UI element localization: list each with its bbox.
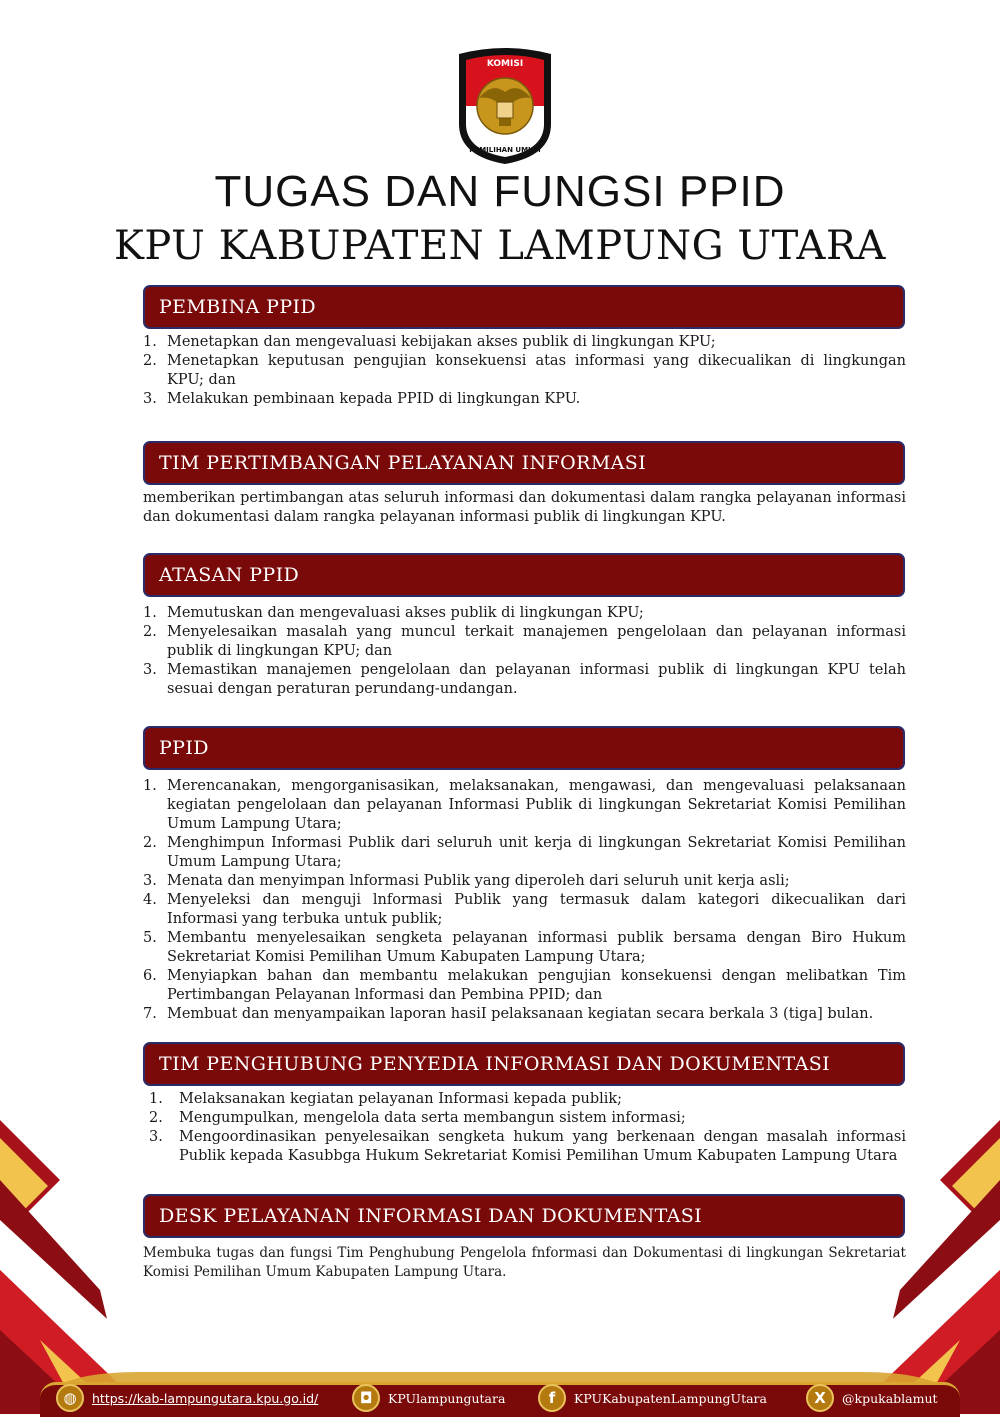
facebook-icon: f xyxy=(538,1384,566,1412)
list-item: 4. Menyeleksi dan menguji lnformasi Publik yang termasuk dalam kategori dikecualikan dari Informasi yang terbuka untuk publik; xyxy=(143,892,906,927)
page-title: TUGAS DAN FUNGSI PPID xyxy=(214,167,786,216)
ppid-list xyxy=(143,777,906,1024)
list-item: 2. Menyelesaikan masalah yang muncul terkait manajemen pengelolaan dan pelayanan informasi publik di lingkungan KPU; dan xyxy=(143,624,906,659)
kpu-logo xyxy=(449,46,561,166)
list-item: 7. Membuat dan menyampaikan laporan hasiI pelaksanaan kegiatan secara berkala 3 (tiga] bulan. xyxy=(143,1006,874,1022)
list-item: 3. Melakukan pembinaan kepada PPID di lingkungan KPU. xyxy=(143,391,581,407)
list-item: 2. Menetapkan keputusan pengujian konsekuensi atas informasi yang dikecualikan di lingkungan KPU; dan xyxy=(143,353,906,388)
page-subtitle: KPU KABUPATEN LAMPUNG UTARA xyxy=(114,223,886,269)
tim-pertimbangan-paragraph: memberikan pertimbangan atas seluruh informasi dan dokumentasi dalam rangka pelayanan informasi dan dokumentasi dalam rangka pelayanan informasi publik di lingkungan KPU. xyxy=(143,490,906,525)
logo-text-bottom: PEMILIHAN UMUM xyxy=(469,146,541,154)
list-item: 3. Menata dan menyimpan lnformasi Publik yang diperoleh dari seluruh unit kerja asli; xyxy=(143,873,790,889)
x-icon: X xyxy=(806,1384,834,1412)
section-header-desk-pelayanan: DESK PELAYANAN INFORMASI DAN DOKUMENTASI xyxy=(143,1194,905,1238)
globe-icon: ◍ xyxy=(56,1384,84,1412)
section-header-ppid: PPID xyxy=(143,726,905,770)
section-header-atasan-ppid: ATASAN PPID xyxy=(143,553,905,597)
section-header-tim-penghubung: TIM PENGHUBUNG PENYEDIA INFORMASI DAN DOKUMENTASI xyxy=(143,1042,905,1086)
facebook-handle[interactable]: KPUKabupatenLampungUtara xyxy=(574,1390,767,1406)
website-link[interactable]: https://kab-lampungutara.kpu.go.id/ xyxy=(92,1390,319,1406)
footer-instagram[interactable] xyxy=(352,1383,505,1413)
list-item: 2. Mengumpulkan, mengelola data serta membangun sistem informasi; xyxy=(149,1110,686,1126)
list-item: 1. Menetapkan dan mengevaluasi kebijakan akses publik di lingkungan KPU; xyxy=(143,334,716,350)
list-item: 3. Memastikan manajemen pengelolaan dan pelayanan informasi publik di lingkungan KPU telah sesuai dengan peraturan perundang-undangan. xyxy=(143,662,906,697)
section-header-tim-pertimbangan: TIM PERTIMBANGAN PELAYANAN INFORMASI xyxy=(143,441,905,485)
list-item: 1. Melaksanakan kegiatan pelayanan Informasi kepada publik; xyxy=(149,1091,623,1107)
atasan-ppid-list xyxy=(143,604,906,699)
instagram-icon: ◘ xyxy=(352,1384,380,1412)
x-handle[interactable]: @kpukablamut xyxy=(842,1390,938,1406)
list-item: 3. Mengoordinasikan penyelesaikan sengketa hukum yang berkenaan dengan masalah informasi Publik kepada Kasubbga Hukum Sekretariat Komisi Pemilihan Umum Kabupaten Lampung Utara xyxy=(149,1129,906,1164)
footer-x[interactable] xyxy=(806,1383,938,1413)
instagram-handle[interactable]: KPUlampungutara xyxy=(388,1390,506,1406)
list-item: 2. Menghimpun Informasi Publik dari seluruh unit kerja di lingkungan Sekretariat Komisi Pemilihan Umum Lampung Utara; xyxy=(143,835,906,870)
pembina-ppid-list xyxy=(143,333,906,409)
tim-penghubung-list xyxy=(143,1090,906,1166)
section-header-pembina-ppid: PEMBINA PPID xyxy=(143,285,905,329)
list-item: 1. Merencanakan, mengorganisasikan, melaksanakan, mengawasi, dan mengevaluasi pelaksanaan kegiatan pengelolaan dan pelayanan Informasi Publik di lingkungan Sekretariat Komisi Pemilihan Umum Lampung Utara; xyxy=(143,778,906,832)
desk-pelayanan-paragraph: Membuka tugas dan fungsi Tim Penghubung Pengelola fnformasi dan Dokumentasi di lingkungan Sekretariat Komisi Pemilihan Umum Kabupaten Lampung Utara. xyxy=(143,1245,906,1280)
footer-website[interactable] xyxy=(56,1383,318,1413)
list-item: 1. Memutuskan dan mengevaluasi akses publik di lingkungan KPU; xyxy=(143,605,644,621)
footer-facebook[interactable] xyxy=(538,1383,767,1413)
list-item: 5. Membantu menyelesaikan sengketa pelayanan informasi publik bersama dengan Biro Hukum Sekretariat Komisi Pemilihan Umum Kabupaten Lampung Utara; xyxy=(143,930,906,965)
logo-text-top: KOMISI xyxy=(486,59,524,69)
list-item: 6. Menyiapkan bahan dan membantu melakukan pengujian konsekuensi dengan melibatkan Tim Pertimbangan Pelayanan lnformasi dan Pembina PPID; dan xyxy=(143,968,906,1003)
